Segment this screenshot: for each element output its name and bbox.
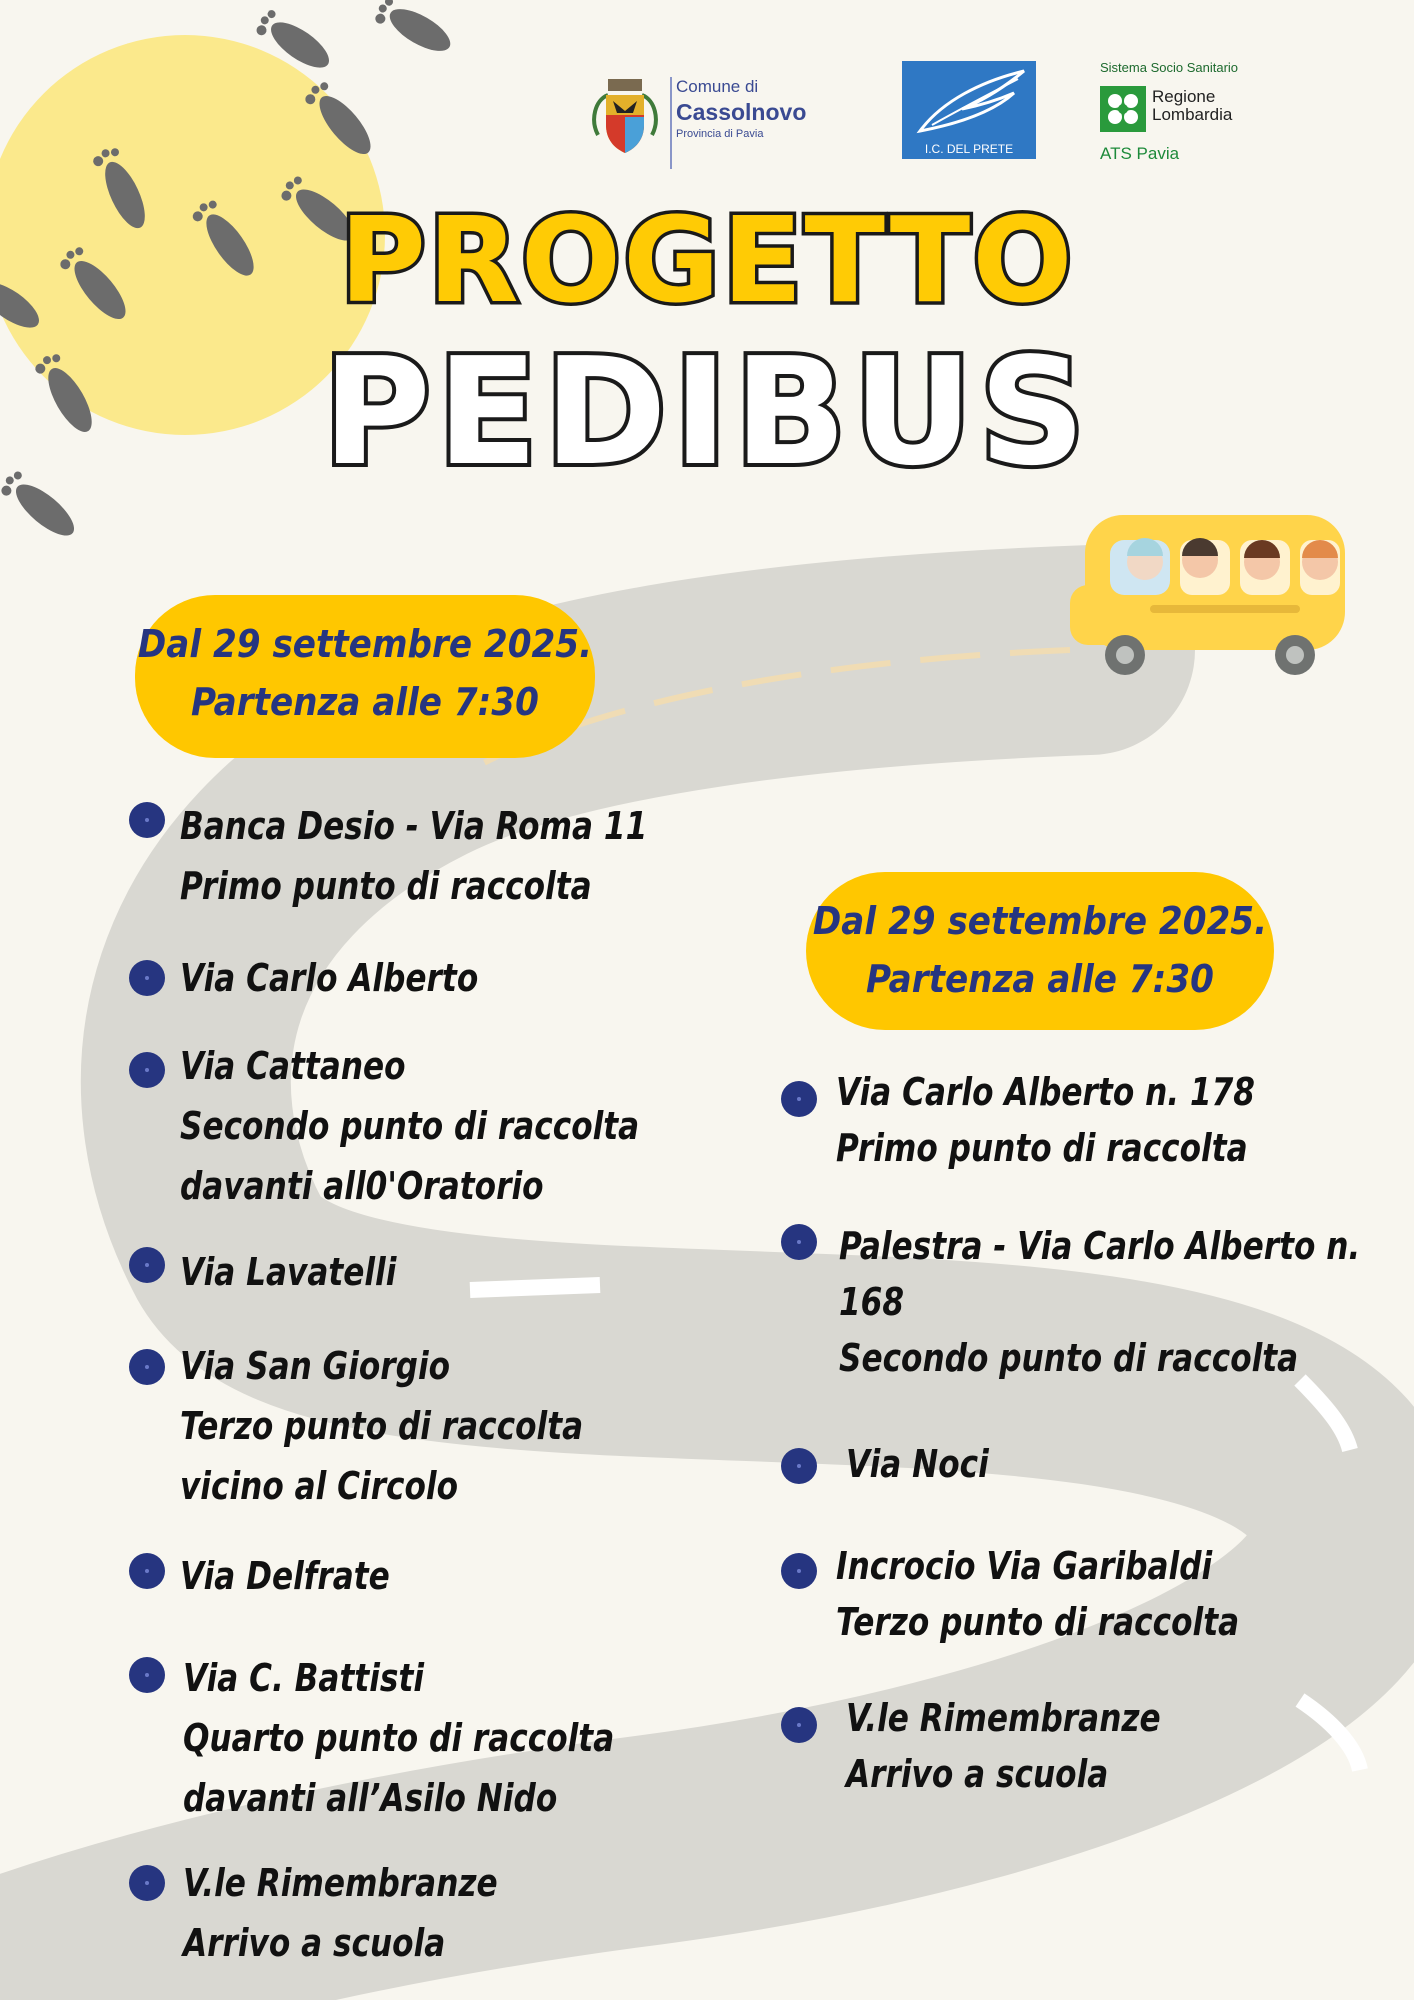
stop-line: Primo punto di raccolta [180,864,592,908]
left-stop-6 [180,1546,390,1606]
stop-line: Palestra - Via Carlo Alberto n. [839,1224,1361,1268]
left-stop-7 [183,1648,614,1828]
stop-bullet-icon [781,1448,817,1484]
left-start-time: Partenza alle 7:30 [191,680,539,724]
stop-line: Via Carlo Alberto [180,956,479,1000]
left-start-date: Dal 29 settembre 2025. [137,622,593,666]
left-stop-3 [180,1036,639,1216]
stop-line: Via Noci [846,1442,989,1486]
stop-line: davanti all’Asilo Nido [183,1776,558,1820]
stop-line: Secondo punto di raccolta [839,1336,1299,1380]
stop-line: Via Cattaneo [180,1044,406,1088]
stop-line: davanti all0'Oratorio [180,1164,544,1208]
comune-logo [580,65,840,175]
left-stop-4 [180,1242,396,1302]
stop-line: Terzo punto di raccolta [836,1600,1240,1644]
stop-line: Primo punto di raccolta [836,1126,1248,1170]
stop-line: Via San Giorgio [180,1344,451,1388]
ats-name: ATS Pavia [1100,144,1180,163]
right-start-badge [806,872,1274,1030]
comune-province: Provincia di Pavia [676,128,764,140]
stop-bullet-icon [781,1081,817,1117]
stop-bullet-icon [129,1052,165,1088]
right-stop-2 [839,1218,1360,1386]
comune-divider [670,77,672,169]
left-stop-5 [180,1336,583,1516]
left-stop-2 [180,948,478,1008]
stop-bullet-icon [129,1247,165,1283]
school-name: I.C. DEL PRETE [924,142,1014,156]
stop-line: Incrocio Via Garibaldi [836,1544,1213,1588]
comune-label: Comune di [676,77,759,96]
stop-line: Via Carlo Alberto n. 178 [836,1070,1255,1114]
stop-line: V.le Rimembranze [183,1861,498,1905]
left-stop-1 [180,796,647,916]
stop-line: 168 [839,1280,905,1324]
stop-line: Quarto punto di raccolta [183,1716,615,1760]
title-pedibus: PEDIBUS [322,326,1092,498]
right-start-time: Partenza alle 7:30 [866,957,1214,1001]
school-logo [902,61,1036,159]
stop-line: Terzo punto di raccolta [180,1404,584,1448]
stop-bullet-icon [781,1224,817,1260]
left-stop-8 [183,1853,498,1973]
regione-name-line2: Lombardia [1152,105,1233,124]
regione-system: Sistema Socio Sanitario [1100,60,1239,75]
stop-bullet-icon [129,1657,165,1693]
regione-logo [1100,60,1270,165]
wing-icon [902,61,1036,141]
stop-bullet-icon [781,1553,817,1589]
right-stop-3 [846,1434,989,1494]
school-bus-illustration [1070,515,1345,675]
right-stop-5 [846,1690,1161,1802]
left-start-badge [135,595,595,758]
regione-name [1152,88,1272,124]
stop-line: Via C. Battisti [183,1656,425,1700]
stop-bullet-icon [129,1349,165,1385]
stop-line: V.le Rimembranze [846,1696,1161,1740]
stop-line: Arrivo a scuola [183,1921,446,1965]
comune-name [676,77,806,140]
stop-bullet-icon [129,1553,165,1589]
stop-bullet-icon [129,960,165,996]
stop-bullet-icon [129,1865,165,1901]
right-stop-4 [836,1538,1239,1650]
stop-bullet-icon [129,802,165,838]
regione-name-line1: Regione [1152,87,1216,106]
stop-line: Secondo punto di raccolta [180,1104,640,1148]
crest-icon [580,65,670,175]
stop-line: Via Lavatelli [180,1250,397,1294]
regione-rose-icon [1100,86,1146,132]
stop-line: vicino al Circolo [180,1464,459,1508]
stop-line: Arrivo a scuola [846,1752,1109,1796]
title-progetto: PROGETTO [339,191,1075,329]
comune-town: Cassolnovo [676,99,807,125]
right-stop-1 [836,1064,1255,1176]
stop-line: Banca Desio - Via Roma 11 [180,804,648,848]
stop-bullet-icon [781,1707,817,1743]
stop-line: Via Delfrate [180,1554,390,1598]
right-start-date: Dal 29 settembre 2025. [812,899,1268,943]
